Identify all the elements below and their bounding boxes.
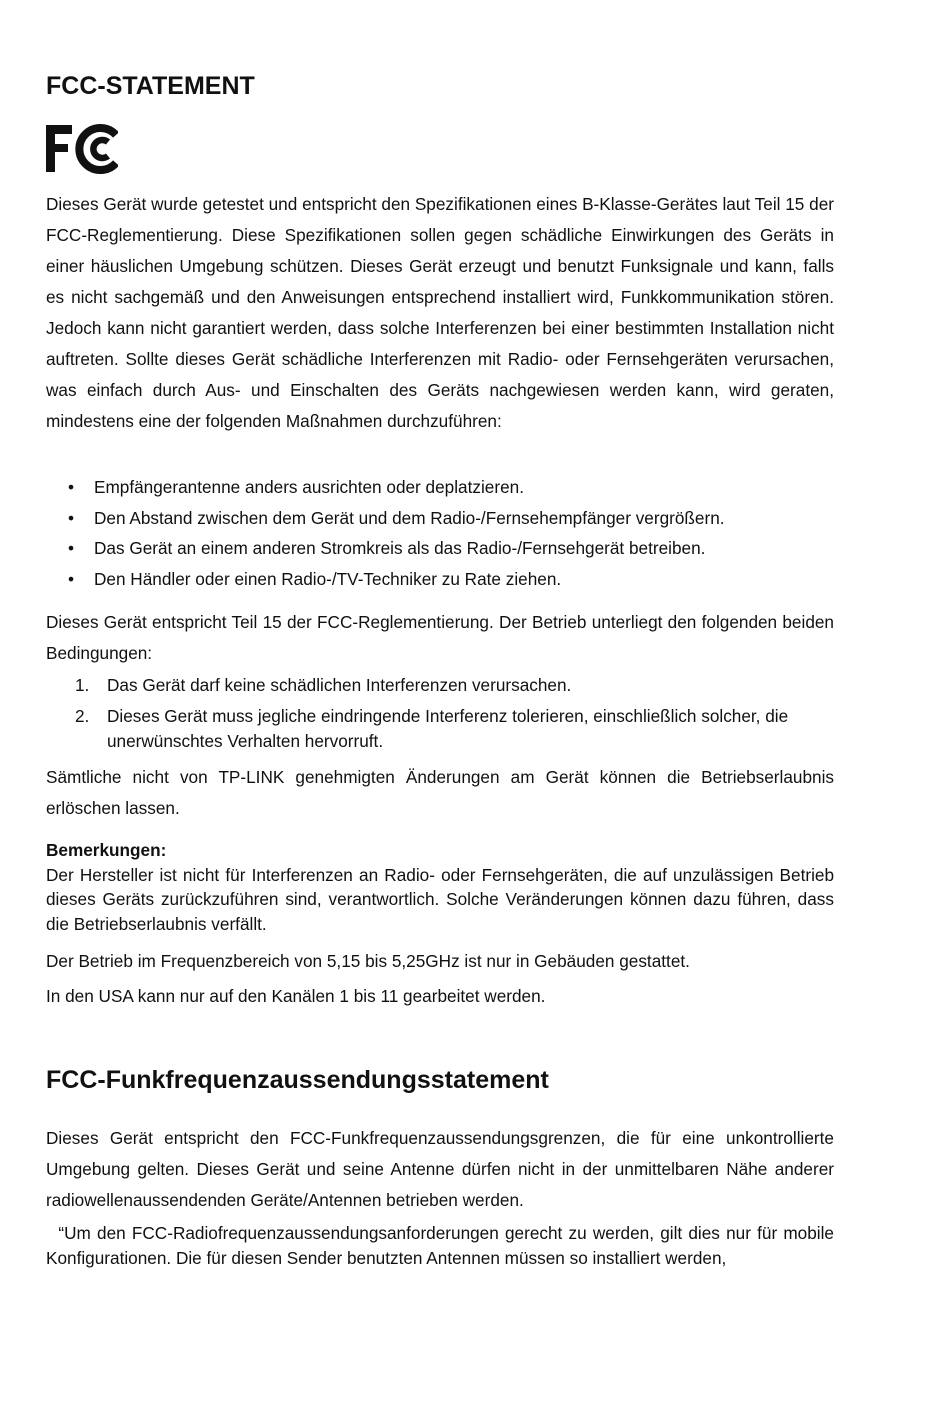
rf-quote-paragraph: “Um den FCC-Radiofrequenzaussendungsanforderungen gerecht zu werden, gilt dies nur für mobile Konfigurationen. Die für diesen Sender benutzten Antennen müssen so installiert werden, [46,1223,834,1268]
list-item [46,673,834,698]
list-text: Dieses Gerät muss jegliche eindringende Interferenz tolerieren, einschließlich solcher, die unerwünschtes Verhalten hervorruft. [107,706,789,751]
list-item: • Das Gerät an einem anderen Stromkreis als das Radio-/Fernsehgerät betreiben. [46,533,834,564]
conditions-list [46,673,834,760]
remarks-label: Bemerkungen: [46,840,167,860]
list-number: 1. [75,675,90,695]
frequency-paragraph: Der Betrieb im Frequenzbereich von 5,15 bis 5,25GHz ist nur in Gebäuden gestattet. [46,951,690,971]
heading-rf-statement: FCC-Funkfrequenzaussendungsstatement [46,1066,549,1094]
list-text: Das Gerät darf keine schädlichen Interferenzen verursachen. [107,675,572,695]
intro-paragraph: Dieses Gerät wurde getestet und entspricht den Spezifikationen eines B-Klasse-Gerätes laut Teil 15 der FCC-Reglementierung. Diese Spezifikationen sollen gegen schädliche Einwirkungen des Geräts in einer häuslichen Umgebung schützen. Dieses Gerät erzeugt und benutzt Funksignale und kann, falls es nicht sachgemäß und den Anweisungen entsprechend installiert wird, Funkkommunikation stören. Jedoch kann nicht garantiert werden, dass solche Interferenzen bei einer bestimmten Installation nicht auftreten. Sollte dieses Gerät schädliche Interferenzen mit Radio- oder Fernsehgeräten verursachen, was einfach durch Aus- und Einschalten des Geräts nachgewiesen werden kann, wird geraten, mindestens eine der folgenden Maßnahmen durchzuführen: [46,194,834,431]
rf-paragraph: Dieses Gerät entspricht den FCC-Funkfrequenzaussendungsgrenzen, die für eine unkontrollierte Umgebung gelten. Dieses Gerät und seine Antenne dürfen nicht in der unmittelbaren Nähe anderer radiowellenaussendenden Geräte/Antennen betrieben werden. [46,1128,834,1210]
remarks-text: Der Hersteller ist nicht für Interferenzen an Radio- oder Fernsehgeräten, die auf unzulässigen Betrieb dieses Geräts zurückzuführen sind, verantwortlich. Solche Veränderungen können dazu führen, dass die Betriebserlaubnis verfällt. [46,864,834,934]
list-item: • Den Händler oder einen Radio-/TV-Techniker zu Rate ziehen. [46,564,834,595]
list-item: • Empfängerantenne anders ausrichten oder deplatzieren. [46,472,834,503]
list-item: • Den Abstand zwischen dem Gerät und dem Radio-/Fernsehempfänger vergrößern. [46,503,834,534]
changes-paragraph: Sämtliche nicht von TP-LINK genehmigten Änderungen am Gerät können die Betriebserlaubnis erlöschen lassen. [46,767,834,818]
fcc-logo [46,122,118,174]
list-item [46,704,834,753]
heading-fcc-statement: FCC-STATEMENT [46,72,255,100]
remarks-section [46,838,834,936]
measures-list [46,472,834,594]
list-number: 2. [75,706,90,726]
usa-channels-paragraph: In den USA kann nur auf den Kanälen 1 bis 11 gearbeitet werden. [46,986,546,1006]
conditions-intro-paragraph: Dieses Gerät entspricht Teil 15 der FCC-Reglementierung. Der Betrieb unterliegt den folgenden beiden Bedingungen: [46,612,834,663]
